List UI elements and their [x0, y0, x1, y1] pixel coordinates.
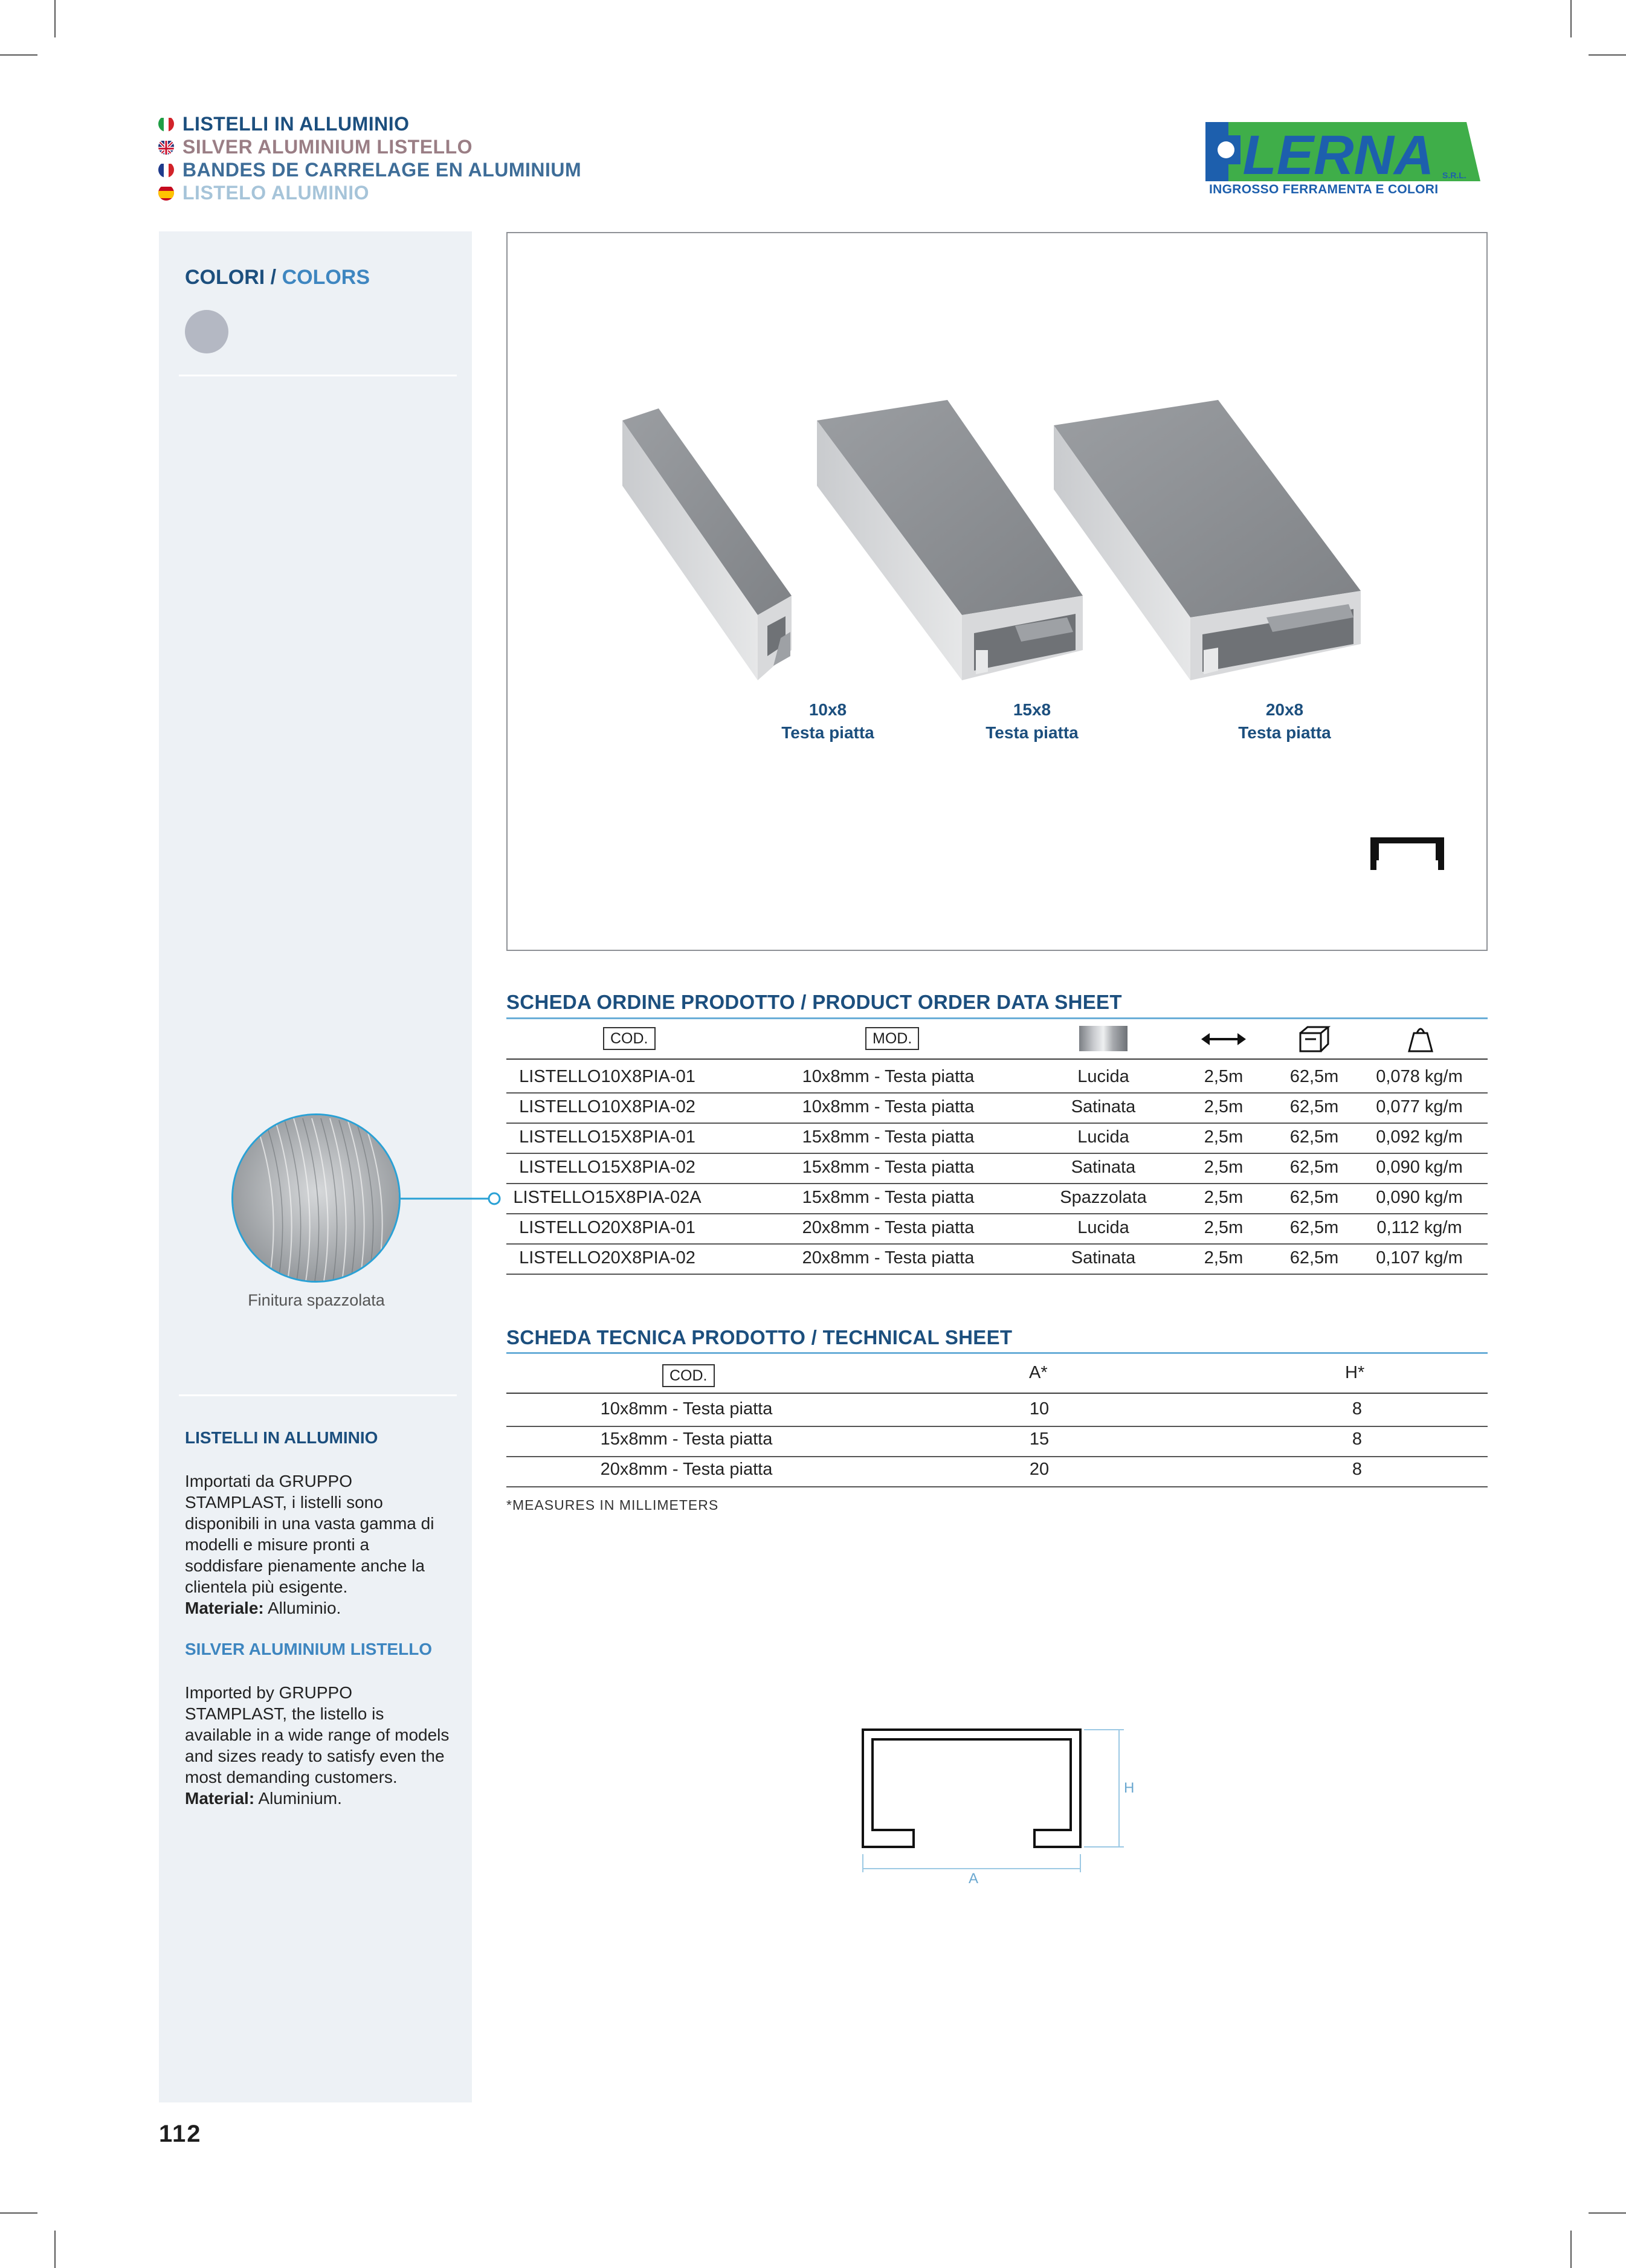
dimension-label-h: H: [1124, 1780, 1135, 1796]
title-french: [158, 158, 581, 181]
row-divider: [506, 1486, 1488, 1487]
tech-sheet-rule: [506, 1352, 1488, 1354]
row-divider: [506, 1243, 1488, 1245]
order-cell-length: 2,5m: [1204, 1188, 1244, 1207]
title-text: LISTELLI IN ALLUMINIO: [182, 112, 410, 135]
order-sheet-title: SCHEDA ORDINE PRODOTTO / PRODUCT ORDER DATA SHEET: [506, 991, 1122, 1013]
order-cell-cod: LISTELLO10X8PIA-01: [519, 1067, 695, 1086]
order-cell-mod: 10x8mm - Testa piatta: [802, 1097, 975, 1116]
order-cell-finish: Satinata: [1071, 1158, 1136, 1177]
order-cell-weight: 0,078 kg/m: [1376, 1067, 1463, 1086]
order-cell-weight: 0,090 kg/m: [1376, 1188, 1463, 1207]
france-flag-icon: [158, 162, 174, 178]
length-arrow-icon: [1201, 1029, 1246, 1049]
product-label-10x8: [755, 698, 900, 744]
page-titles: [158, 112, 581, 204]
row-divider: [506, 1183, 1488, 1184]
row-divider: [506, 1426, 1488, 1427]
colors-heading: [185, 266, 370, 289]
profile-20x8: [1054, 400, 1361, 680]
order-cell-cod: LISTELLO20X8PIA-01: [519, 1218, 695, 1237]
measures-footnote: *MEASURES IN MILLIMETERS: [506, 1497, 719, 1513]
spain-flag-icon: [158, 185, 174, 201]
order-col-cod: COD.: [603, 1027, 656, 1050]
order-cell-finish: Satinata: [1071, 1097, 1136, 1116]
order-cell-weight: 0,112 kg/m: [1376, 1218, 1462, 1237]
order-cell-finish: Satinata: [1071, 1248, 1136, 1268]
order-cell-pack: 62,5m: [1289, 1188, 1339, 1207]
order-cell-mod: 10x8mm - Testa piatta: [802, 1067, 975, 1086]
colors-label-separator: /: [265, 266, 282, 289]
profile-15x8: [817, 400, 1083, 680]
tech-cell-h: 8: [1352, 1429, 1363, 1449]
row-divider: [506, 1274, 1488, 1275]
order-cell-pack: 62,5m: [1289, 1097, 1339, 1116]
order-cell-mod: 20x8mm - Testa piatta: [802, 1248, 975, 1268]
product-head-type: Testa piatta: [1238, 723, 1331, 742]
order-cell-finish: Lucida: [1077, 1067, 1129, 1086]
title-spanish: [158, 181, 581, 204]
order-cell-mod: 15x8mm - Testa piatta: [802, 1127, 975, 1147]
uk-flag-icon: [158, 139, 174, 155]
sidebar-en-description: [185, 1682, 451, 1809]
order-sheet-rule: [506, 1017, 1488, 1019]
title-english: [158, 135, 581, 158]
tech-cell-mod: 10x8mm - Testa piatta: [600, 1399, 773, 1419]
order-col-mod: MOD.: [865, 1027, 919, 1050]
order-cell-length: 2,5m: [1204, 1158, 1244, 1177]
profile-cross-section-diagram: [858, 1725, 1130, 1894]
aluminium-profiles-illustration: [508, 233, 1486, 950]
tech-cell-mod: 15x8mm - Testa piatta: [600, 1429, 773, 1449]
order-cell-pack: 62,5m: [1289, 1067, 1339, 1086]
order-cell-length: 2,5m: [1204, 1218, 1244, 1237]
row-divider: [506, 1123, 1488, 1124]
tech-cell-h: 8: [1352, 1399, 1363, 1419]
color-swatch-silver[interactable]: [185, 310, 228, 353]
order-cell-weight: 0,107 kg/m: [1376, 1248, 1463, 1268]
order-cell-length: 2,5m: [1204, 1097, 1244, 1116]
order-cell-mod: 15x8mm - Testa piatta: [802, 1158, 975, 1177]
product-head-type: Testa piatta: [986, 723, 1079, 742]
tech-header-rule: [506, 1393, 1488, 1394]
colors-label-en: COLORS: [282, 266, 370, 289]
tech-cell-a: 20: [1029, 1460, 1050, 1479]
product-size: 10x8: [808, 700, 847, 719]
order-cell-cod: LISTELLO10X8PIA-02: [519, 1097, 695, 1116]
title-text: LISTELO ALUMINIO: [182, 181, 370, 204]
dimension-label-a: A: [969, 1870, 979, 1887]
italy-flag-icon: [158, 116, 174, 132]
order-cell-finish: Spazzolata: [1060, 1188, 1147, 1207]
title-text: BANDES DE CARRELAGE EN ALUMINIUM: [182, 158, 582, 181]
sidebar-it-title: LISTELLI IN ALLUMINIO: [185, 1428, 378, 1447]
tech-col-h: H*: [1345, 1363, 1365, 1382]
order-cell-length: 2,5m: [1204, 1067, 1244, 1086]
order-cell-weight: 0,077 kg/m: [1376, 1097, 1463, 1116]
order-cell-cod: LISTELLO15X8PIA-02: [519, 1158, 695, 1177]
order-cell-weight: 0,090 kg/m: [1376, 1158, 1463, 1177]
order-cell-length: 2,5m: [1204, 1248, 1244, 1268]
sidebar-it-description: [185, 1471, 451, 1619]
order-cell-weight: 0,092 kg/m: [1376, 1127, 1463, 1147]
order-cell-mod: 20x8mm - Testa piatta: [802, 1218, 975, 1237]
tech-cell-a: 10: [1029, 1399, 1050, 1419]
product-image-box: [506, 232, 1488, 951]
tech-sheet-title: SCHEDA TECNICA PRODOTTO / TECHNICAL SHEET: [506, 1326, 1013, 1348]
sidebar-en-text: Imported by GRUPPO STAMPLAST, the listello is available in a wide range of models and sizes ready to satisfy even the most demanding customers.: [185, 1683, 450, 1786]
product-label-15x8: [960, 698, 1105, 744]
order-cell-pack: 62,5m: [1289, 1218, 1339, 1237]
logo-tagline: INGROSSO FERRAMENTA E COLORI: [1209, 182, 1439, 196]
row-divider: [506, 1092, 1488, 1094]
order-cell-cod: LISTELLO15X8PIA-02A: [513, 1188, 702, 1207]
row-divider: [506, 1456, 1488, 1457]
row-divider: [506, 1153, 1488, 1154]
svg-text:LERNA: LERNA: [1242, 124, 1434, 186]
order-cell-finish: Lucida: [1077, 1127, 1129, 1147]
sidebar-en-title: SILVER ALUMINIUM LISTELLO: [185, 1640, 433, 1658]
title-text: SILVER ALUMINIUM LISTELLO: [182, 135, 473, 158]
order-cell-cod: LISTELLO20X8PIA-02: [519, 1248, 695, 1268]
product-size: 15x8: [1013, 700, 1051, 719]
product-label-20x8: [1212, 698, 1357, 744]
material-value: Alluminio.: [263, 1599, 341, 1617]
order-cell-pack: 62,5m: [1289, 1127, 1339, 1147]
logo-suffix: S.R.L.: [1442, 170, 1466, 180]
material-label: Material:: [185, 1789, 255, 1808]
sidebar-it-text: Importati da GRUPPO STAMPLAST, i listelli sono disponibili in una vasta gamma di modelli e misure pronti a soddisfare pienamente anche la clientela più esigente.: [185, 1472, 434, 1596]
product-head-type: Testa piatta: [781, 723, 874, 742]
tech-cell-a: 15: [1029, 1429, 1050, 1449]
tech-cell-mod: 20x8mm - Testa piatta: [600, 1460, 773, 1479]
row-divider: [506, 1213, 1488, 1214]
profile-10x8: [622, 408, 792, 680]
order-cell-length: 2,5m: [1204, 1127, 1244, 1147]
tech-col-cod: COD.: [662, 1364, 715, 1387]
order-header-rule: [506, 1058, 1488, 1060]
order-cell-mod: 15x8mm - Testa piatta: [802, 1188, 975, 1207]
order-cell-pack: 62,5m: [1289, 1248, 1339, 1268]
title-italian: [158, 112, 581, 135]
brushed-finish-image: [231, 1113, 401, 1283]
order-cell-finish: Lucida: [1077, 1218, 1129, 1237]
material-value: Aluminium.: [254, 1789, 342, 1808]
order-cell-cod: LISTELLO15X8PIA-01: [519, 1127, 695, 1147]
sidebar-divider: [179, 375, 457, 376]
order-cell-pack: 62,5m: [1289, 1158, 1339, 1177]
tech-cell-h: 8: [1352, 1460, 1363, 1479]
finish-caption: Finitura spazzolata: [248, 1291, 385, 1309]
profile-section-icon: [1370, 531, 1444, 870]
tech-col-a: A*: [1029, 1363, 1048, 1382]
finish-swatch-icon: [1079, 1026, 1128, 1051]
box-icon: [1297, 1025, 1332, 1054]
sidebar-divider: [179, 1394, 457, 1396]
page-number: 112: [159, 2121, 202, 2147]
colors-label-it: COLORI: [185, 266, 265, 289]
lerna-logo: [1205, 118, 1480, 197]
product-size: 20x8: [1265, 700, 1304, 719]
material-label: Materiale:: [185, 1599, 264, 1617]
weight-icon: [1405, 1025, 1436, 1054]
